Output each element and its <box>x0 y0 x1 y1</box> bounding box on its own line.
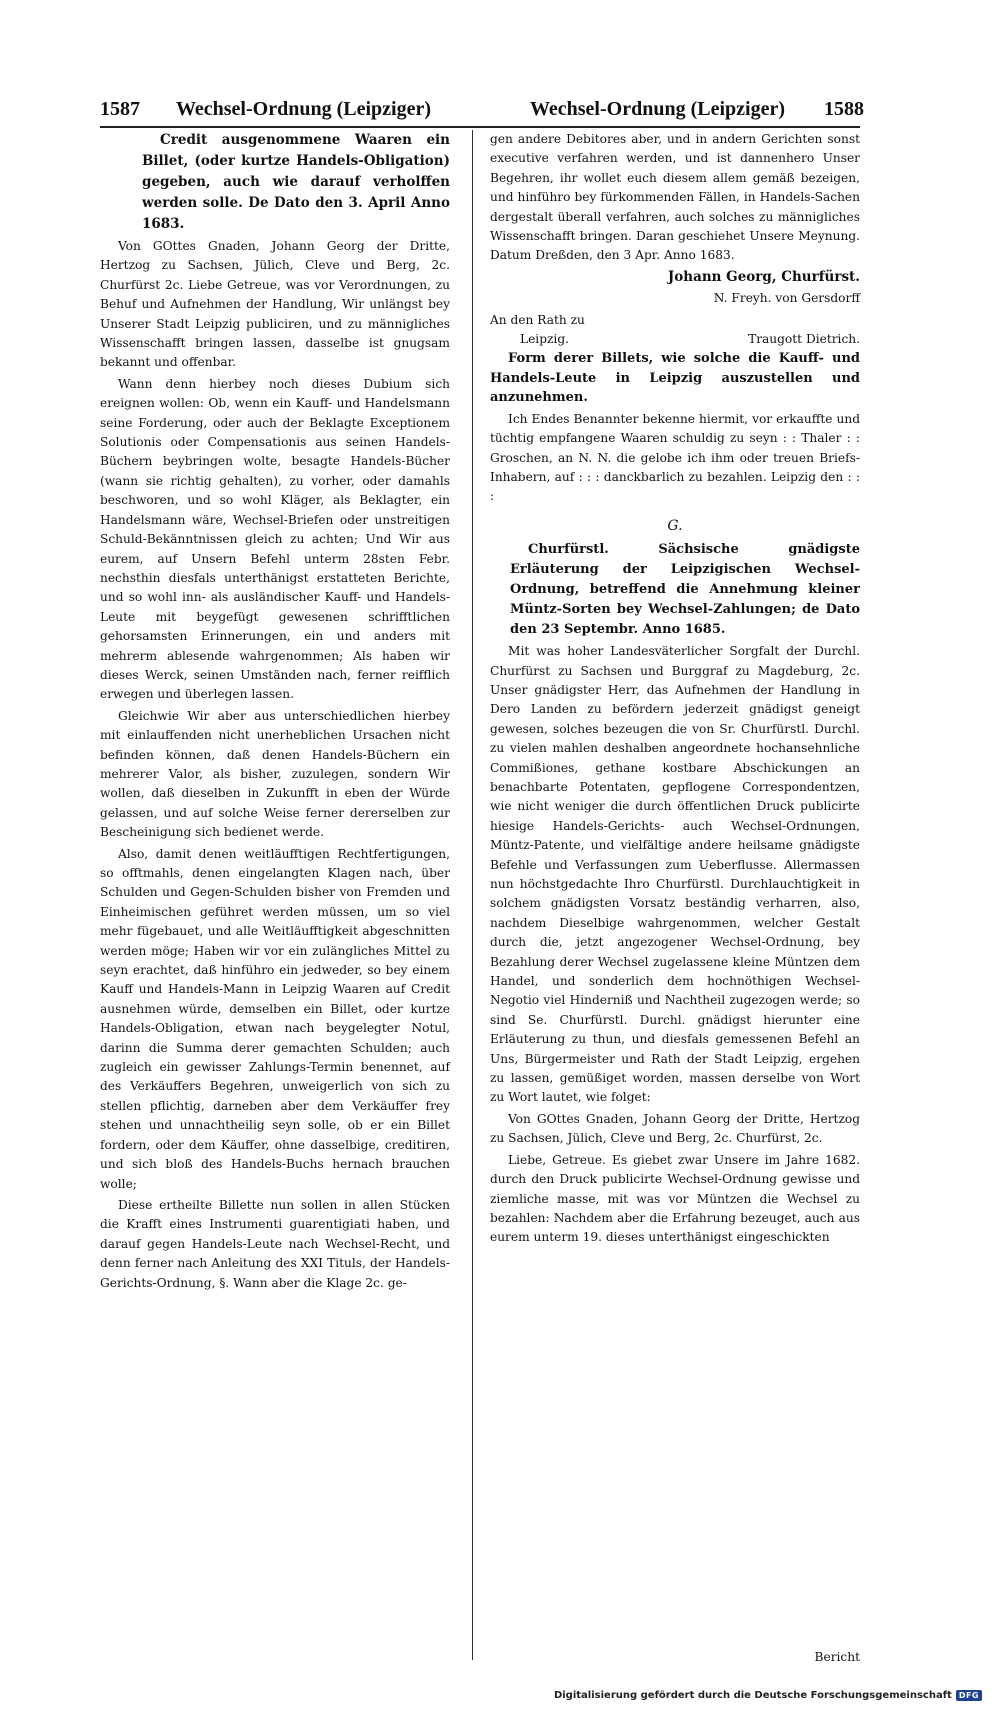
catchword: Bericht <box>814 1650 860 1664</box>
form-title: Form derer Billets, wie solche die Kauff- und Handels-Leute in Leipzig auszustellen und anzunehmen. <box>490 351 860 406</box>
page-number-right: 1588 <box>824 98 864 120</box>
left-paragraph: Gleichwie Wir aber aus unterschiedlichen hierbey mit einlauffenden nicht unerheblichen Ursachen nicht befinden können, daß denen Handels-Büchern ein mehrerer Valor, als bisher, zuzulegen, sondern Wir wollen, daß dieselben in Zukunfft in eben der Würde gelassen, und auf solche Weise ferner dererselben zur Bescheinigung sich bedienet werde. <box>100 708 450 840</box>
left-paragraph: Also, damit denen weitläufftigen Rechtfertigungen, so offtmahls, denen eingelangten Klagen nach, über Schulden und Gegen-Schulden bisher von Fremden und Einheimischen geführet werden müssen, um so viel mehr fügebauet, und alle Weitläufftigkeit abgeschnitten werden möge; Haben wir vor ein zulängliches Mittel zu seyn erachtet, daß hinführo ein jedweder, so bey einem Kauff und Handels-Mann in Leipzig Waaren auf Credit ausnehmen würde, demselben ein Billet, oder kurtze Handels-Obligation, etwan nach beygelegter Notul, darinn die Summa derer gemachten Schulden; auch zugleich ein gewisser Zahlungs-Termin benennet, auf des Verkäuffers Begehren, unweigerlich von sich zu stellen pflichtig, darneben aber dem Verkäuffer frey stehen und unnachtheilig seyn solle, ob er ein Billet fordern, oder dem Käuffer, ohne dasselbige, creditiren, und sich bloß des Handels-Buchs hernach brauchen wolle; <box>100 846 450 1191</box>
dfg-logo-icon: DFG <box>956 1690 982 1701</box>
right-paragraph: Von GOttes Gnaden, Johann Georg der Dritte, Hertzog zu Sachsen, Jülich, Cleve und Berg, 2c. Churfürst, 2c. <box>490 1111 860 1146</box>
page-header <box>100 98 864 128</box>
page-number-left: 1587 <box>100 98 140 120</box>
section-letter: G. <box>667 517 683 534</box>
running-title-right: Wechsel-Ordnung (Leipziger) <box>530 98 785 120</box>
signature: Johann Georg, Churfürst. <box>667 268 860 285</box>
running-title-left: Wechsel-Ordnung (Leipziger) <box>176 98 431 120</box>
form-text: Ich Endes Benannter bekenne hiermit, vor erkauffte und tüchtig empfangene Waaren schuldig zu seyn : : Thaler : : Groschen, an N. N. die gelobe ich ihm oder treuen Briefs-Inhabern, auf : : : danckbarlich zu bezahlen. Leipzig den : : : <box>490 411 860 504</box>
column-divider <box>472 130 473 1660</box>
left-column <box>100 130 450 1295</box>
section-title: Churfürstl. Sächsische gnädigste Erläuterung der Leipzigischen Wechsel-Ordnung, betreffend die Annehmung kleiner Müntz-Sorten bey Wechsel-Zahlungen; de Dato den 23 Septembr. Anno 1685. <box>510 542 860 638</box>
right-paragraph: gen andere Debitores aber, und in andern Gerichten sonst executive verfahren werden, und ist dannenhero Unser Begehren, ihr wollet euch diesem allem gemäß bezeigen, und hinführo bey fürkommenden Fällen, in Handels-Sachen dergestalt überall verfahren, auch solches zu männigliches Wissenschafft bringen. Daran geschiehet Unsere Meynung. Datum Dreßden, den 3 Apr. Anno 1683. <box>490 132 860 263</box>
left-paragraph: Wann denn hierbey noch dieses Dubium sich ereignen wollen: Ob, wenn ein Kauff- und Handelsmann seine Forderung, oder auch der Beklagte Exceptionem Solutionis oder Compensationis aus seinen Handels-Büchern beybringen wolte, besagte Handels-Bücher (wann sie richtig gehalten), zu vorher, oder damahls beschworen, und so wohl Kläger, als Beklagter, ein Handelsmann wäre, Wechsel-Briefen oder unstreitigen Schuld-Bekänntnissen gleich zu achten; Und Wir aus eurem, auf Unsern Befehl unterm 28sten Febr. nechsthin diesfals unterthänigst erstatteten Berichte, und so wohl inn- als ausländischer Kauff- und Handels-Leute mit beygefügt gewesenen schrifftlichen gehorsamsten Erinnerungen, ein und anders mit mehrerm ablesende wahrgenommen; Als haben wir dieses Werck, seinen Umständen nach, ferner reifflich erwegen und überlegen lassen. <box>100 376 450 702</box>
address-place: Leipzig. <box>520 332 569 347</box>
address-clerk: Traugott Dietrich. <box>748 332 860 347</box>
right-column <box>490 130 860 1250</box>
credit-text: Digitalisierung gefördert durch die Deutsche Forschungsgemeinschaft <box>553 1690 952 1701</box>
left-paragraph: Von GOttes Gnaden, Johann Georg der Dritte, Hertzog zu Sachsen, Jülich, Cleve und Berg, 2c. Churfürst 2c. Liebe Getreue, was vor Verordnungen, zu Behuf und Aufnehmen der Handlung, Wir unlängst bey Unserer Stadt Leipzig publiciren, und zu männigliches Wissenschafft bringen lassen, dasselbe ist gnugsam bekannt und offenbar. <box>100 239 450 370</box>
digitization-credit <box>554 1690 982 1701</box>
header-rule <box>100 126 860 128</box>
left-paragraph: Diese ertheilte Billette nun sollen in allen Stücken die Krafft eines Instrumenti guarentigiati haben, und darauf gegen Handels-Leute nach Wechsel-Recht, und denn ferner nach Anleitung des XXI Tituls, der Handels-Gerichts-Ordnung, §. Wann aber die Klage 2c. ge- <box>100 1197 450 1290</box>
address-block <box>490 311 860 350</box>
countersignature: N. Freyh. von Gersdorff <box>713 291 860 306</box>
right-paragraph: Mit was hoher Landesväterlicher Sorgfalt der Durchl. Churfürst zu Sachsen und Burggraf zu Magdeburg, 2c. Unser gnädigster Herr, das Aufnehmen der Handlung in Dero Landen zu befördern jederzeit gnädigst geneigt gewesen, solches bezeugen die von Sr. Churfürstl. Durchl. zu vielen mahlen deshalben angeordnete hochansehnliche Commißiones, gethane kostbare Abschickungen an benachbarte Potentaten, gepflogene Correspondentzen, wie nicht weniger die durch öffentlichen Druck publicirte hiesige Handels-Gerichts- auch Wechsel-Ordnungen, Müntz-Patente, und vielfältige andere heilsame gnädigste Befehle und Verfassungen zum Ueberflusse. Allermassen nun höchstgedachte Ihro Churfürstl. Durchlauchtigkeit in solchem gnädigsten Vorsatz beständig verharren, also, nachdem Dieselbige wahrgenommen, welcher Gestalt durch die, jetzt angezogener Wechsel-Ordnung, bey Bezahlung derer Wechsel zugelassene kleine Müntzen dem Handel, und sonderlich dem hochnöthigen Wechsel-Negotio viel Hinderniß und Nachtheil zugezogen werde; so sind Se. Churfürstl. Durchl. gnädigst hierunter eine Erläuterung zu thun, und diesfals gemessenen Befehl an Uns, Bürgermeister und Rath der Stadt Leipzig, ergehen zu lassen, gemüßiget worden, massen derselbe von Wort zu Wort lautet, wie folget: <box>490 644 860 1105</box>
right-paragraph: Liebe, Getreue. Es giebet zwar Unsere im Jahre 1682. durch den Druck publicirte Wechsel-Ordnung gewisse und ziemliche masse, mit was vor Müntzen die Wechsel zu bezahlen: Nachdem aber die Erfahrung bezeuget, auch aus eurem unterm 19. dieses unterthänigst eingeschickten <box>490 1152 860 1245</box>
address-line: An den Rath zu <box>490 312 585 327</box>
left-column-title: Credit ausgenommene Waaren ein Billet, (oder kurtze Handels-Obligation) gegeben, auch wie darauf verholffen werden solle. De Dato den 3. April Anno 1683. <box>142 132 450 232</box>
